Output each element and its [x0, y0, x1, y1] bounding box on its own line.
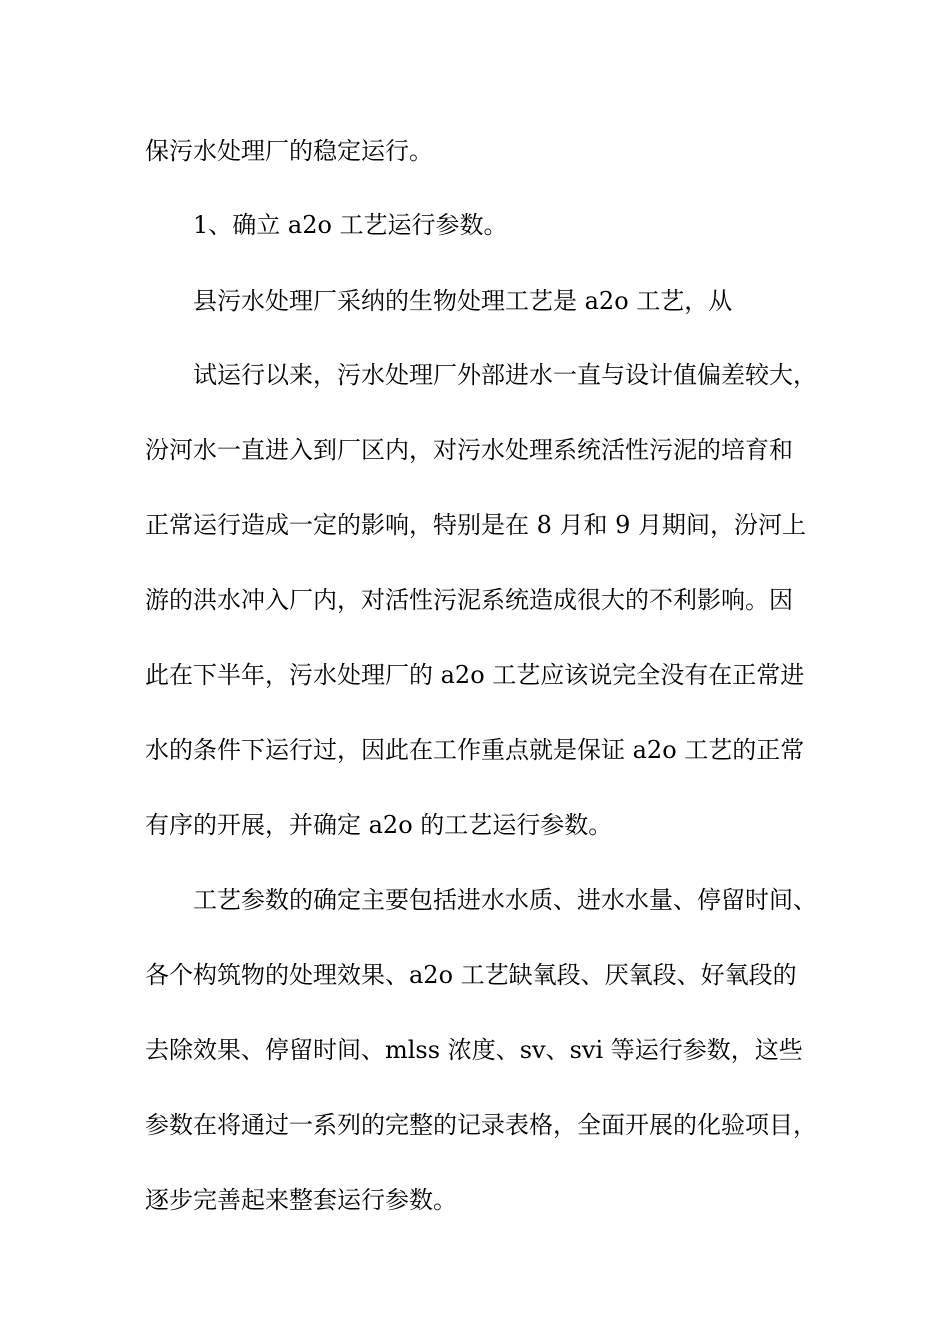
text-line-11: 工艺参数的确定主要包括进水水质、进水水量、停留时间、	[193, 886, 817, 914]
text-line-4: 试运行以来，污水处理厂外部进水一直与设计值偏差较大，	[193, 361, 817, 389]
text-line-3: 县污水处理厂采纳的生物处理工艺是 a2o 工艺，从	[193, 287, 733, 315]
text-line-6: 正常运行造成一定的影响，特别是在 8 月和 9 月期间，汾河上	[145, 511, 807, 539]
text-line-8: 此在下半年，污水处理厂的 a2o 工艺应该说完全没有在正常进	[145, 661, 805, 689]
text-line-10: 有序的开展，并确定 a2o 的工艺运行参数。	[145, 811, 613, 839]
text-line-9: 水的条件下运行过，因此在工作重点就是保证 a2o 工艺的正常	[145, 736, 805, 764]
text-line-7: 游的洪水冲入厂内，对活性污泥系统造成很大的不利影响。因	[145, 586, 793, 614]
text-line-13: 去除效果、停留时间、mlss 浓度、sv、svi 等运行参数，这些	[145, 1036, 803, 1064]
text-line-1: 保污水处理厂的稳定运行。	[145, 137, 433, 165]
text-line-5: 汾河水一直进入到厂区内，对污水处理系统活性污泥的培育和	[145, 436, 793, 464]
text-line-15: 逐步完善起来整套运行参数。	[145, 1186, 457, 1214]
section-heading: 1、确立 a2o 工艺运行参数。	[193, 211, 508, 239]
text-line-12: 各个构筑物的处理效果、a2o 工艺缺氧段、厌氧段、好氧段的	[145, 961, 797, 989]
text-line-14: 参数在将通过一系列的完整的记录表格，全面开展的化验项目，	[145, 1111, 817, 1139]
